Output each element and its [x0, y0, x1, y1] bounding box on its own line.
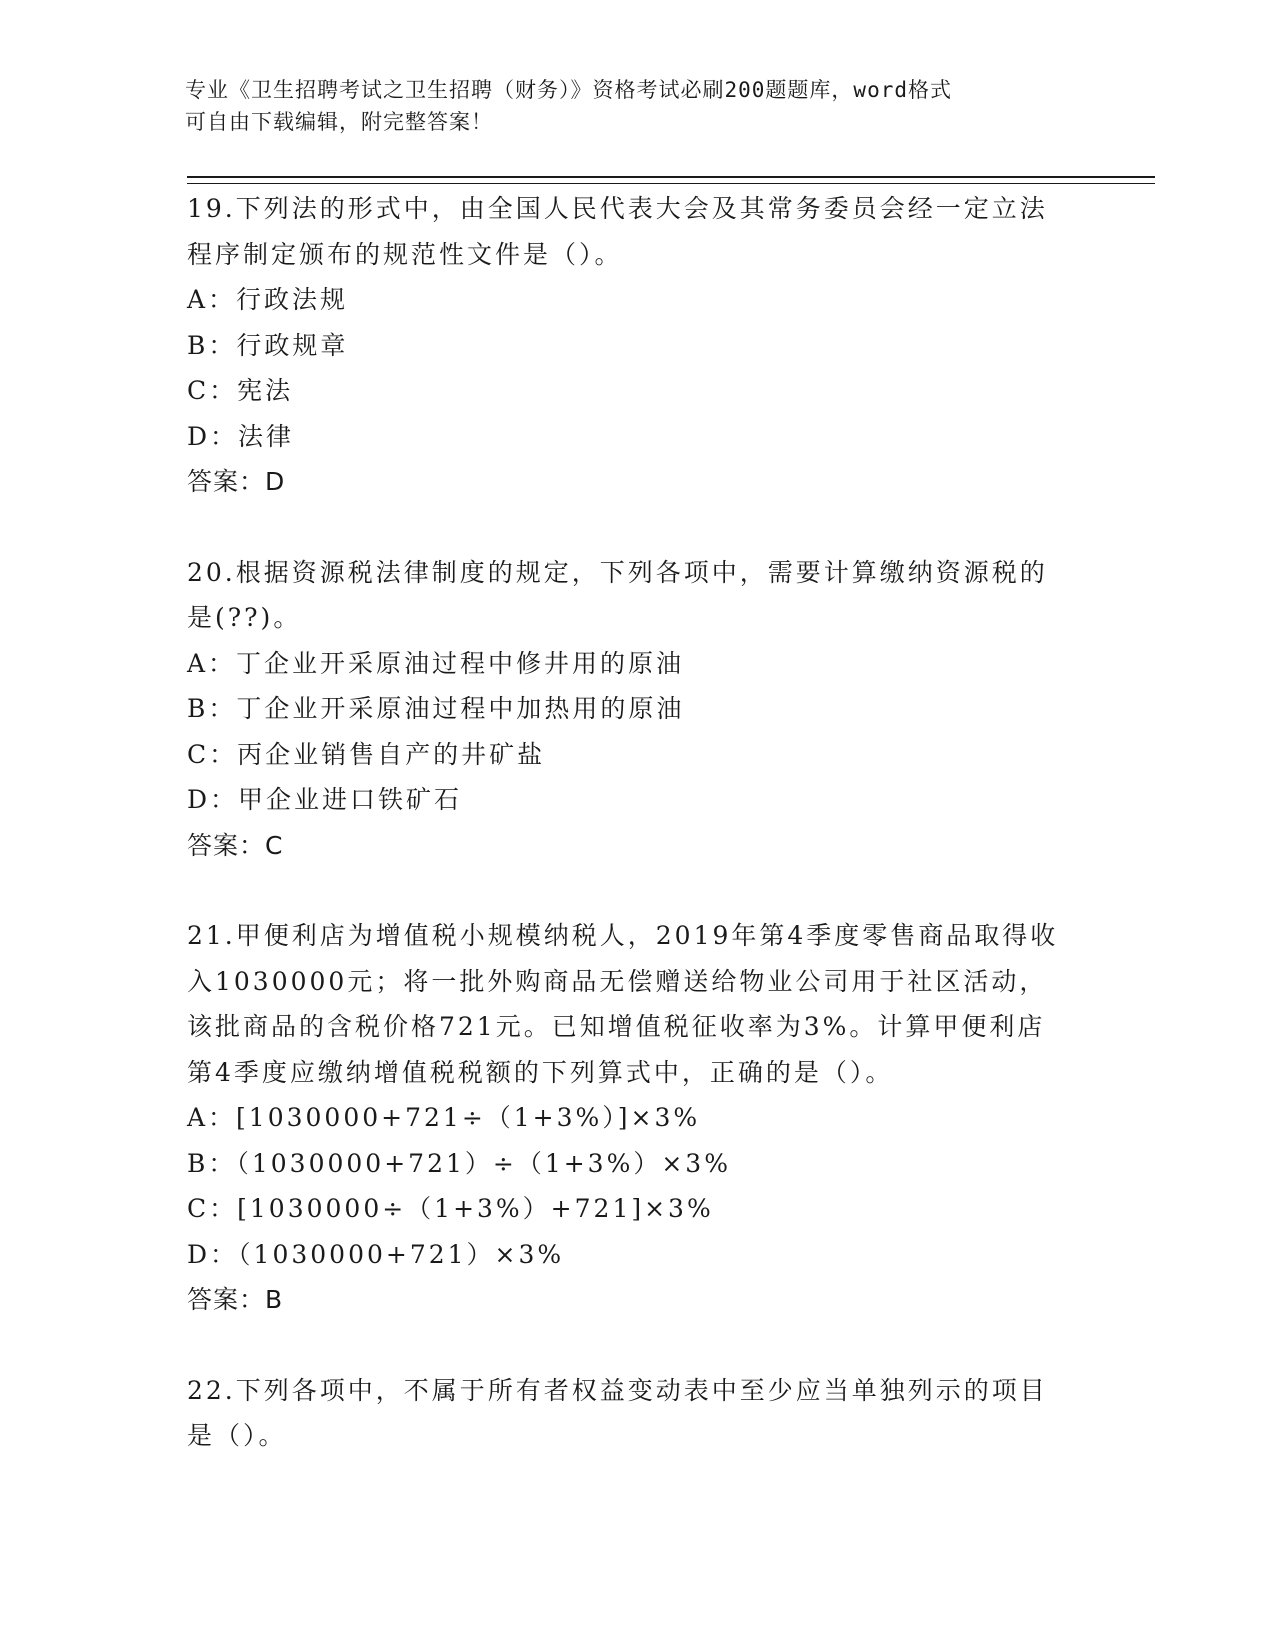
question-stem-line: 入1030000元；将一批外购商品无偿赠送给物业公司用于社区活动， [187, 966, 1048, 996]
answer: 答案：B [187, 1285, 284, 1314]
option-d: D：法律 [187, 421, 295, 451]
question-stem-line: 21.甲便利店为增值税小规模纳税人，2019年第4季度零售商品取得收 [187, 921, 1059, 950]
question-stem-line: 程序制定颁布的规范性文件是（）。 [187, 239, 623, 269]
option-b: B：丁企业开采原油过程中加热用的原油 [187, 694, 685, 723]
question-20 [187, 550, 1087, 869]
question-21 [187, 913, 1087, 1323]
option-b: B：（1030000+721）÷（1+3%）×3% [187, 1148, 731, 1178]
question-stem-line: 是(??)。 [187, 603, 302, 632]
option-d: D：甲企业进口铁矿石 [187, 785, 463, 814]
header-divider [187, 176, 1155, 184]
option-a: A：丁企业开采原油过程中修井用的原油 [187, 648, 685, 678]
answer: 答案：C [187, 830, 284, 860]
question-stem-line: 该批商品的含税价格721元。已知增值税征收率为3%。计算甲便利店 [187, 1012, 1046, 1041]
question-stem-line: 第4季度应缴纳增值税税额的下列算式中，正确的是（）。 [187, 1057, 894, 1087]
question-stem-line: 22.下列各项中，不属于所有者权益变动表中至少应当单独列示的项目 [187, 1375, 1048, 1405]
document-header [185, 74, 1065, 138]
question-stem-line: 20.根据资源税法律制度的规定，下列各项中，需要计算缴纳资源税的 [187, 557, 1048, 587]
option-b: B：行政规章 [187, 330, 349, 360]
option-a: A：[1030000+721÷（1+3%）]×3% [187, 1103, 701, 1132]
question-stem-line: 是（）。 [187, 1421, 287, 1450]
option-a: A：行政法规 [187, 285, 349, 314]
header-line-1: 专业《卫生招聘考试之卫生招聘（财务）》资格考试必刷200题题库，word格式 [185, 78, 952, 102]
question-stem-line: 19.下列法的形式中，由全国人民代表大会及其常务委员会经一定立法 [187, 194, 1048, 223]
answer: 答案：D [187, 467, 286, 496]
header-line-2: 可自由下载编辑，附完整答案！ [185, 110, 493, 134]
option-c: C：[1030000÷（1+3%）+721]×3% [187, 1194, 714, 1223]
question-list [187, 186, 1087, 1504]
option-c: C：宪法 [187, 376, 294, 405]
option-d: D：（1030000+721）×3% [187, 1239, 565, 1269]
question-19 [187, 186, 1087, 505]
question-22 [187, 1368, 1087, 1459]
option-c: C：丙企业销售自产的井矿盐 [187, 739, 546, 769]
